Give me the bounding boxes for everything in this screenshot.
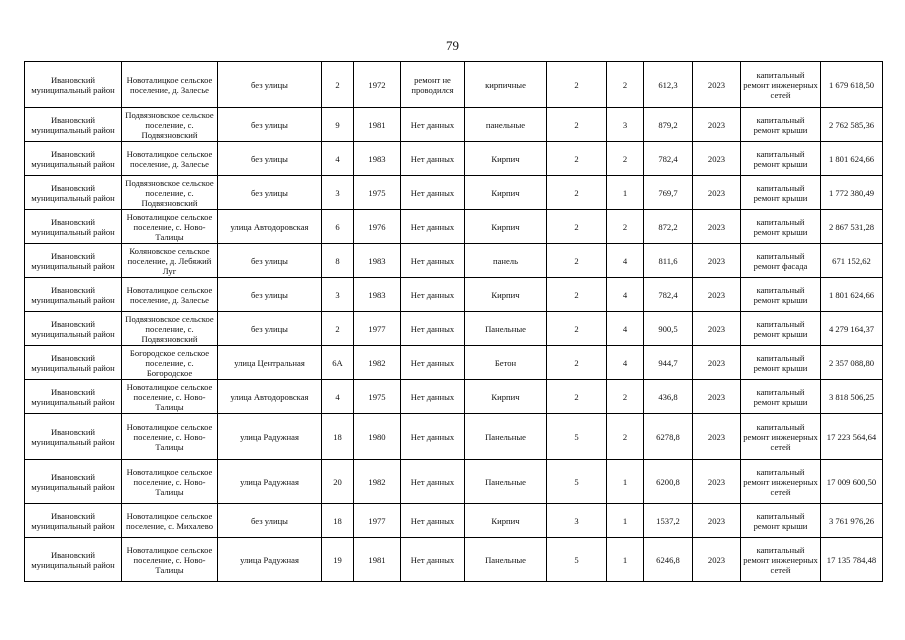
wall-material-cell: Кирпич [465, 278, 547, 312]
plan-year-cell: 2023 [693, 278, 741, 312]
work-type-cell: капитальный ремонт крыши [741, 108, 821, 142]
area-cell: 879,2 [644, 108, 693, 142]
build-year-cell: 1983 [354, 278, 401, 312]
plan-year-cell: 2023 [693, 538, 741, 582]
build-year-cell: 1981 [354, 108, 401, 142]
house-number-cell: 6 [322, 210, 354, 244]
plan-year-cell: 2023 [693, 380, 741, 414]
district-cell: Ивановский муниципальный район [25, 210, 122, 244]
table-row [25, 108, 883, 142]
entrances-cell: 2 [607, 142, 644, 176]
floors-cell: 2 [547, 176, 607, 210]
work-type-cell: капитальный ремонт крыши [741, 142, 821, 176]
work-type-cell: капитальный ремонт инженерных сетей [741, 460, 821, 504]
work-type-cell: капитальный ремонт крыши [741, 504, 821, 538]
cost-cell: 1 801 624,66 [821, 142, 883, 176]
settlement-cell: Богородское сельское поселение, с. Богородское [122, 346, 218, 380]
entrances-cell: 2 [607, 414, 644, 460]
area-cell: 6278,8 [644, 414, 693, 460]
plan-year-cell: 2023 [693, 414, 741, 460]
district-cell: Ивановский муниципальный район [25, 460, 122, 504]
work-type-cell: капитальный ремонт крыши [741, 176, 821, 210]
last-repair-cell: Нет данных [401, 244, 465, 278]
wall-material-cell: Панельные [465, 460, 547, 504]
plan-year-cell: 2023 [693, 142, 741, 176]
last-repair-cell: Нет данных [401, 312, 465, 346]
area-cell: 782,4 [644, 278, 693, 312]
street-cell: без улицы [218, 278, 322, 312]
entrances-cell: 4 [607, 278, 644, 312]
wall-material-cell: Кирпич [465, 176, 547, 210]
entrances-cell: 1 [607, 538, 644, 582]
last-repair-cell: Нет данных [401, 108, 465, 142]
house-number-cell: 4 [322, 380, 354, 414]
wall-material-cell: Кирпич [465, 210, 547, 244]
entrances-cell: 2 [607, 210, 644, 244]
build-year-cell: 1977 [354, 312, 401, 346]
street-cell: улица Радужная [218, 414, 322, 460]
build-year-cell: 1976 [354, 210, 401, 244]
settlement-cell: Коляновское сельское поселение, д. Лебяжий Луг [122, 244, 218, 278]
table-row [25, 346, 883, 380]
settlement-cell: Новоталицкое сельское поселение, с. Ново-Талицы [122, 414, 218, 460]
cost-cell: 17 223 564,64 [821, 414, 883, 460]
floors-cell: 2 [547, 108, 607, 142]
build-year-cell: 1981 [354, 538, 401, 582]
wall-material-cell: Кирпич [465, 142, 547, 176]
district-cell: Ивановский муниципальный район [25, 346, 122, 380]
area-cell: 782,4 [644, 142, 693, 176]
cost-cell: 1 801 624,66 [821, 278, 883, 312]
build-year-cell: 1972 [354, 62, 401, 108]
build-year-cell: 1975 [354, 380, 401, 414]
floors-cell: 2 [547, 244, 607, 278]
street-cell: без улицы [218, 62, 322, 108]
cost-cell: 2 867 531,28 [821, 210, 883, 244]
area-cell: 811,6 [644, 244, 693, 278]
floors-cell: 2 [547, 346, 607, 380]
street-cell: без улицы [218, 244, 322, 278]
floors-cell: 2 [547, 312, 607, 346]
work-type-cell: капитальный ремонт фасада [741, 244, 821, 278]
district-cell: Ивановский муниципальный район [25, 142, 122, 176]
plan-year-cell: 2023 [693, 176, 741, 210]
area-cell: 436,8 [644, 380, 693, 414]
build-year-cell: 1975 [354, 176, 401, 210]
settlement-cell: Подвязновское сельское поселение, с. Подвязновский [122, 312, 218, 346]
table-row [25, 380, 883, 414]
last-repair-cell: Нет данных [401, 176, 465, 210]
work-type-cell: капитальный ремонт крыши [741, 312, 821, 346]
floors-cell: 2 [547, 62, 607, 108]
street-cell: улица Автодоровская [218, 210, 322, 244]
cost-cell: 17 009 600,50 [821, 460, 883, 504]
district-cell: Ивановский муниципальный район [25, 278, 122, 312]
area-cell: 6200,8 [644, 460, 693, 504]
settlement-cell: Новоталицкое сельское поселение, д. Залесье [122, 142, 218, 176]
house-number-cell: 18 [322, 414, 354, 460]
street-cell: без улицы [218, 108, 322, 142]
street-cell: без улицы [218, 176, 322, 210]
settlement-cell: Подвязновское сельское поселение, с. Подвязновский [122, 176, 218, 210]
plan-year-cell: 2023 [693, 62, 741, 108]
house-number-cell: 9 [322, 108, 354, 142]
entrances-cell: 2 [607, 62, 644, 108]
table-body [25, 62, 883, 582]
district-cell: Ивановский муниципальный район [25, 244, 122, 278]
area-cell: 944,7 [644, 346, 693, 380]
entrances-cell: 1 [607, 460, 644, 504]
wall-material-cell: панельные [465, 108, 547, 142]
table-row [25, 278, 883, 312]
last-repair-cell: ремонт не проводился [401, 62, 465, 108]
page-number: 79 [446, 38, 459, 53]
last-repair-cell: Нет данных [401, 460, 465, 504]
wall-material-cell: Бетон [465, 346, 547, 380]
plan-year-cell: 2023 [693, 504, 741, 538]
settlement-cell: Новоталицкое сельское поселение, с. Михалево [122, 504, 218, 538]
work-type-cell: капитальный ремонт инженерных сетей [741, 538, 821, 582]
district-cell: Ивановский муниципальный район [25, 504, 122, 538]
work-type-cell: капитальный ремонт крыши [741, 346, 821, 380]
floors-cell: 2 [547, 210, 607, 244]
last-repair-cell: Нет данных [401, 538, 465, 582]
entrances-cell: 4 [607, 346, 644, 380]
area-cell: 6246,8 [644, 538, 693, 582]
entrances-cell: 4 [607, 244, 644, 278]
work-type-cell: капитальный ремонт инженерных сетей [741, 62, 821, 108]
area-cell: 769,7 [644, 176, 693, 210]
area-cell: 612,3 [644, 62, 693, 108]
build-year-cell: 1980 [354, 414, 401, 460]
table-row [25, 504, 883, 538]
district-cell: Ивановский муниципальный район [25, 62, 122, 108]
district-cell: Ивановский муниципальный район [25, 538, 122, 582]
house-number-cell: 6А [322, 346, 354, 380]
table-row [25, 176, 883, 210]
entrances-cell: 2 [607, 380, 644, 414]
house-number-cell: 20 [322, 460, 354, 504]
street-cell: без улицы [218, 504, 322, 538]
build-year-cell: 1983 [354, 142, 401, 176]
wall-material-cell: Панельные [465, 414, 547, 460]
house-number-cell: 2 [322, 312, 354, 346]
floors-cell: 2 [547, 142, 607, 176]
cost-cell: 2 762 585,36 [821, 108, 883, 142]
floors-cell: 5 [547, 414, 607, 460]
house-number-cell: 8 [322, 244, 354, 278]
last-repair-cell: Нет данных [401, 380, 465, 414]
floors-cell: 3 [547, 504, 607, 538]
floors-cell: 2 [547, 380, 607, 414]
table-row [25, 414, 883, 460]
settlement-cell: Новоталицкое сельское поселение, с. Ново-Талицы [122, 538, 218, 582]
house-number-cell: 4 [322, 142, 354, 176]
area-cell: 1537,2 [644, 504, 693, 538]
district-cell: Ивановский муниципальный район [25, 414, 122, 460]
cost-cell: 2 357 088,80 [821, 346, 883, 380]
last-repair-cell: Нет данных [401, 210, 465, 244]
cost-cell: 1 772 380,49 [821, 176, 883, 210]
plan-year-cell: 2023 [693, 210, 741, 244]
last-repair-cell: Нет данных [401, 278, 465, 312]
housing-repair-table [24, 61, 883, 582]
cost-cell: 3 761 976,26 [821, 504, 883, 538]
floors-cell: 5 [547, 460, 607, 504]
house-number-cell: 19 [322, 538, 354, 582]
house-number-cell: 2 [322, 62, 354, 108]
work-type-cell: капитальный ремонт крыши [741, 380, 821, 414]
street-cell: улица Автодоровская [218, 380, 322, 414]
wall-material-cell: Кирпич [465, 380, 547, 414]
cost-cell: 17 135 784,48 [821, 538, 883, 582]
district-cell: Ивановский муниципальный район [25, 108, 122, 142]
build-year-cell: 1982 [354, 346, 401, 380]
street-cell: без улицы [218, 142, 322, 176]
last-repair-cell: Нет данных [401, 414, 465, 460]
street-cell: улица Радужная [218, 460, 322, 504]
last-repair-cell: Нет данных [401, 504, 465, 538]
work-type-cell: капитальный ремонт инженерных сетей [741, 414, 821, 460]
district-cell: Ивановский муниципальный район [25, 312, 122, 346]
wall-material-cell: Панельные [465, 312, 547, 346]
last-repair-cell: Нет данных [401, 346, 465, 380]
house-number-cell: 18 [322, 504, 354, 538]
build-year-cell: 1983 [354, 244, 401, 278]
plan-year-cell: 2023 [693, 460, 741, 504]
settlement-cell: Новоталицкое сельское поселение, д. Залесье [122, 278, 218, 312]
house-number-cell: 3 [322, 176, 354, 210]
entrances-cell: 1 [607, 504, 644, 538]
area-cell: 872,2 [644, 210, 693, 244]
cost-cell: 671 152,62 [821, 244, 883, 278]
settlement-cell: Новоталицкое сельское поселение, с. Ново-Талицы [122, 210, 218, 244]
plan-year-cell: 2023 [693, 312, 741, 346]
cost-cell: 4 279 164,37 [821, 312, 883, 346]
table-row [25, 460, 883, 504]
table-row [25, 244, 883, 278]
last-repair-cell: Нет данных [401, 142, 465, 176]
plan-year-cell: 2023 [693, 108, 741, 142]
settlement-cell: Новоталицкое сельское поселение, д. Залесье [122, 62, 218, 108]
entrances-cell: 1 [607, 176, 644, 210]
table-row [25, 210, 883, 244]
wall-material-cell: панель [465, 244, 547, 278]
table-row [25, 142, 883, 176]
wall-material-cell: Панельные [465, 538, 547, 582]
cost-cell: 3 818 506,25 [821, 380, 883, 414]
settlement-cell: Подвязновское сельское поселение, с. Подвязновский [122, 108, 218, 142]
wall-material-cell: кирпичные [465, 62, 547, 108]
house-number-cell: 3 [322, 278, 354, 312]
floors-cell: 5 [547, 538, 607, 582]
district-cell: Ивановский муниципальный район [25, 380, 122, 414]
floors-cell: 2 [547, 278, 607, 312]
plan-year-cell: 2023 [693, 244, 741, 278]
table-row [25, 62, 883, 108]
work-type-cell: капитальный ремонт крыши [741, 210, 821, 244]
build-year-cell: 1982 [354, 460, 401, 504]
settlement-cell: Новоталицкое сельское поселение, с. Ново-Талицы [122, 460, 218, 504]
build-year-cell: 1977 [354, 504, 401, 538]
street-cell: без улицы [218, 312, 322, 346]
work-type-cell: капитальный ремонт крыши [741, 278, 821, 312]
district-cell: Ивановский муниципальный район [25, 176, 122, 210]
area-cell: 900,5 [644, 312, 693, 346]
wall-material-cell: Кирпич [465, 504, 547, 538]
cost-cell: 1 679 618,50 [821, 62, 883, 108]
entrances-cell: 4 [607, 312, 644, 346]
entrances-cell: 3 [607, 108, 644, 142]
plan-year-cell: 2023 [693, 346, 741, 380]
settlement-cell: Новоталицкое сельское поселение, с. Ново-Талицы [122, 380, 218, 414]
table-row [25, 312, 883, 346]
table-row [25, 538, 883, 582]
street-cell: улица Центральная [218, 346, 322, 380]
street-cell: улица Радужная [218, 538, 322, 582]
